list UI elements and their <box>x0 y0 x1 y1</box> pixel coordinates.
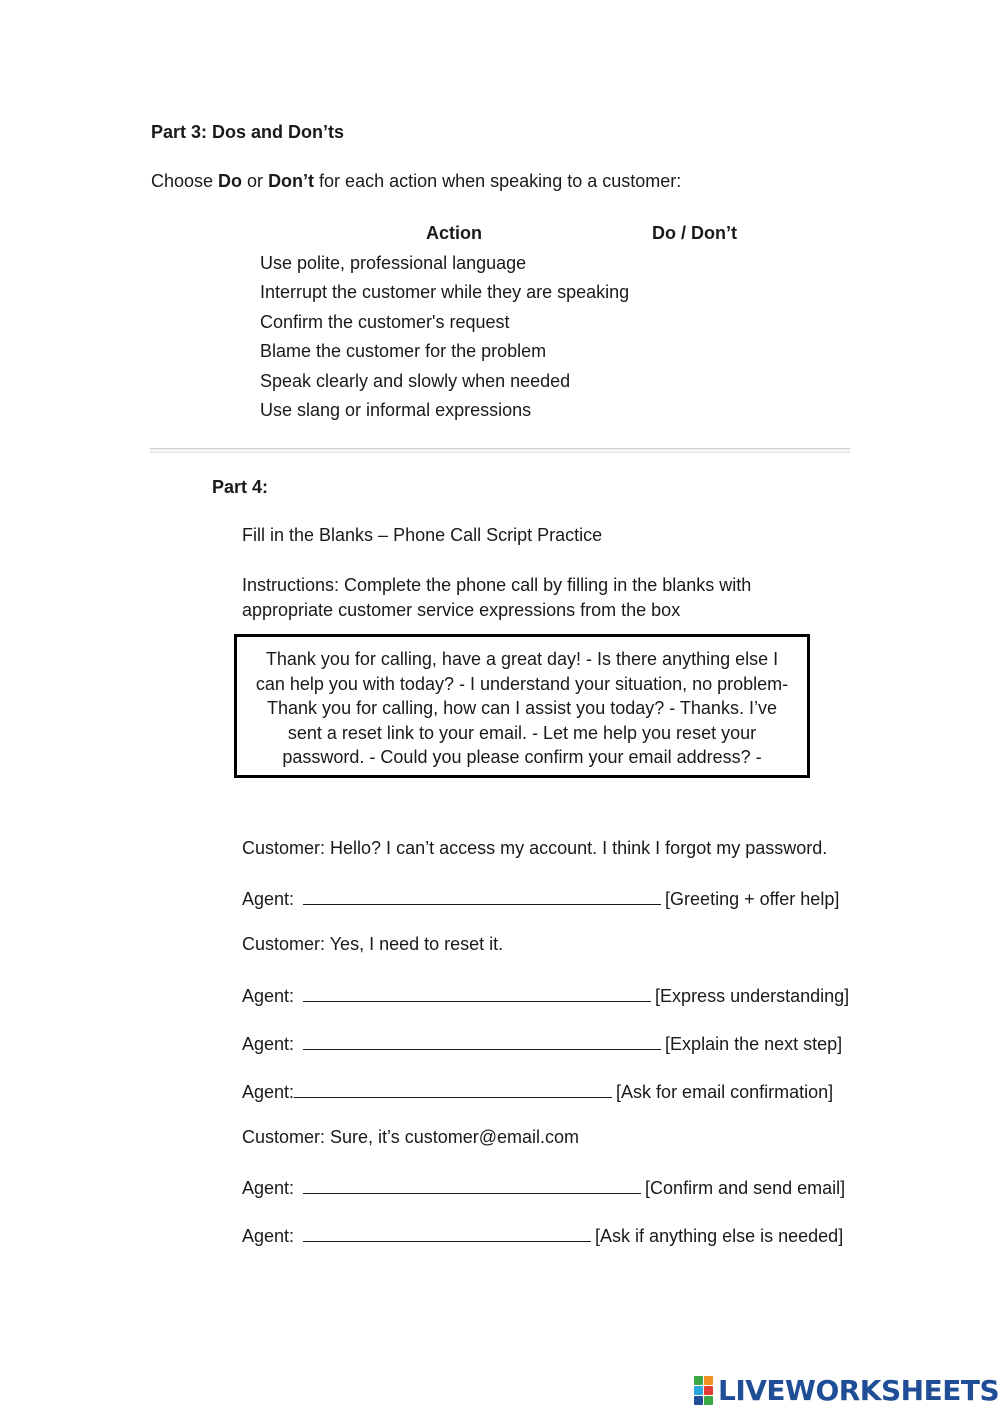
part4-subtitle: Fill in the Blanks – Phone Call Script Practice <box>242 525 603 545</box>
speaker-label: Agent: <box>242 1226 300 1246</box>
answer-blank[interactable] <box>303 1175 641 1194</box>
blank-hint: [Ask for email confirmation] <box>616 1082 834 1102</box>
speaker-label: Agent: <box>242 1082 295 1102</box>
do-dont-answer-field[interactable] <box>652 400 802 424</box>
dialog-text: Sure, it’s customer@email.com <box>330 1127 580 1147</box>
do-dont-answer-field[interactable] <box>652 312 802 336</box>
speaker-label: Customer: <box>242 934 330 954</box>
answer-blank[interactable] <box>303 1223 591 1242</box>
action-row: Use polite, professional language <box>260 253 527 273</box>
table-header-action: Action <box>426 223 482 243</box>
dialog-line-agent <box>242 983 849 1007</box>
do-dont-answer-field[interactable] <box>652 341 802 365</box>
intro-mid: or <box>242 171 269 191</box>
do-dont-answer-field[interactable] <box>652 282 802 306</box>
word-bank-box: Thank you for calling, have a great day! - Is there anything else I can help you with today? - I understand your situation, no problem- Thank you for calling, how can I assist you today? - Thanks. I’ve sent a reset link to your email. - Let me help you reset your password. - Could you please confirm your email address? - <box>234 634 810 778</box>
dialog-line-customer <box>242 934 503 955</box>
blank-hint: [Explain the next step] <box>665 1034 843 1054</box>
blank-hint: [Express understanding] <box>655 986 850 1006</box>
dialog-line-agent <box>242 1031 842 1055</box>
dialog-text: Yes, I need to reset it. <box>329 934 504 954</box>
intro-dont: Don’t <box>268 171 315 191</box>
intro-pre: Choose <box>151 171 219 191</box>
table-header-do-dont: Do / Don’t <box>652 223 737 243</box>
action-row: Confirm the customer's request <box>260 312 510 332</box>
part4-title: Part 4: <box>212 477 269 497</box>
answer-blank[interactable] <box>303 983 651 1002</box>
answer-blank[interactable] <box>303 1031 661 1050</box>
do-dont-answer-field[interactable] <box>652 371 802 395</box>
dialog-text: Hello? I can’t access my account. I think I forgot my password. <box>330 838 828 858</box>
speaker-label: Agent: <box>242 1178 300 1198</box>
action-row: Blame the customer for the problem <box>260 341 547 361</box>
section-divider <box>150 448 850 453</box>
dialog-line-agent <box>242 1175 845 1199</box>
dialog-line-customer <box>242 838 827 859</box>
liveworksheets-logo <box>694 1372 999 1408</box>
answer-blank[interactable] <box>294 1079 612 1098</box>
part4-instructions: Instructions: Complete the phone call by filling in the blanks with appropriate customer service expressions from the box <box>242 575 752 620</box>
speaker-label: Agent: <box>242 889 300 909</box>
part3-title: Part 3: Dos and Don’ts <box>151 122 345 142</box>
blank-hint: [Confirm and send email] <box>645 1178 846 1198</box>
speaker-label: Agent: <box>242 986 300 1006</box>
do-dont-answer-field[interactable] <box>652 253 802 277</box>
action-row: Use slang or informal expressions <box>260 400 532 420</box>
intro-do: Do <box>218 171 243 191</box>
action-row: Interrupt the customer while they are speaking <box>260 282 630 302</box>
answer-blank[interactable] <box>303 886 661 905</box>
intro-post: for each action when speaking to a customer: <box>314 171 682 191</box>
logo-text: LIVEWORKSHEETS <box>718 1373 1000 1407</box>
blank-hint: [Greeting + offer help] <box>665 889 840 909</box>
part3-instructions <box>151 171 681 192</box>
speaker-label: Customer: <box>242 838 331 858</box>
action-row: Speak clearly and slowly when needed <box>260 371 571 391</box>
speaker-label: Customer: <box>242 1127 331 1147</box>
dialog-line-agent <box>242 1079 833 1103</box>
blank-hint: [Ask if anything else is needed] <box>595 1226 844 1246</box>
dialog-line-agent <box>242 886 839 910</box>
liveworksheets-logo-icon <box>694 1376 714 1404</box>
dialog-line-customer <box>242 1127 579 1148</box>
speaker-label: Agent: <box>242 1034 300 1054</box>
dialog-line-agent <box>242 1223 843 1247</box>
